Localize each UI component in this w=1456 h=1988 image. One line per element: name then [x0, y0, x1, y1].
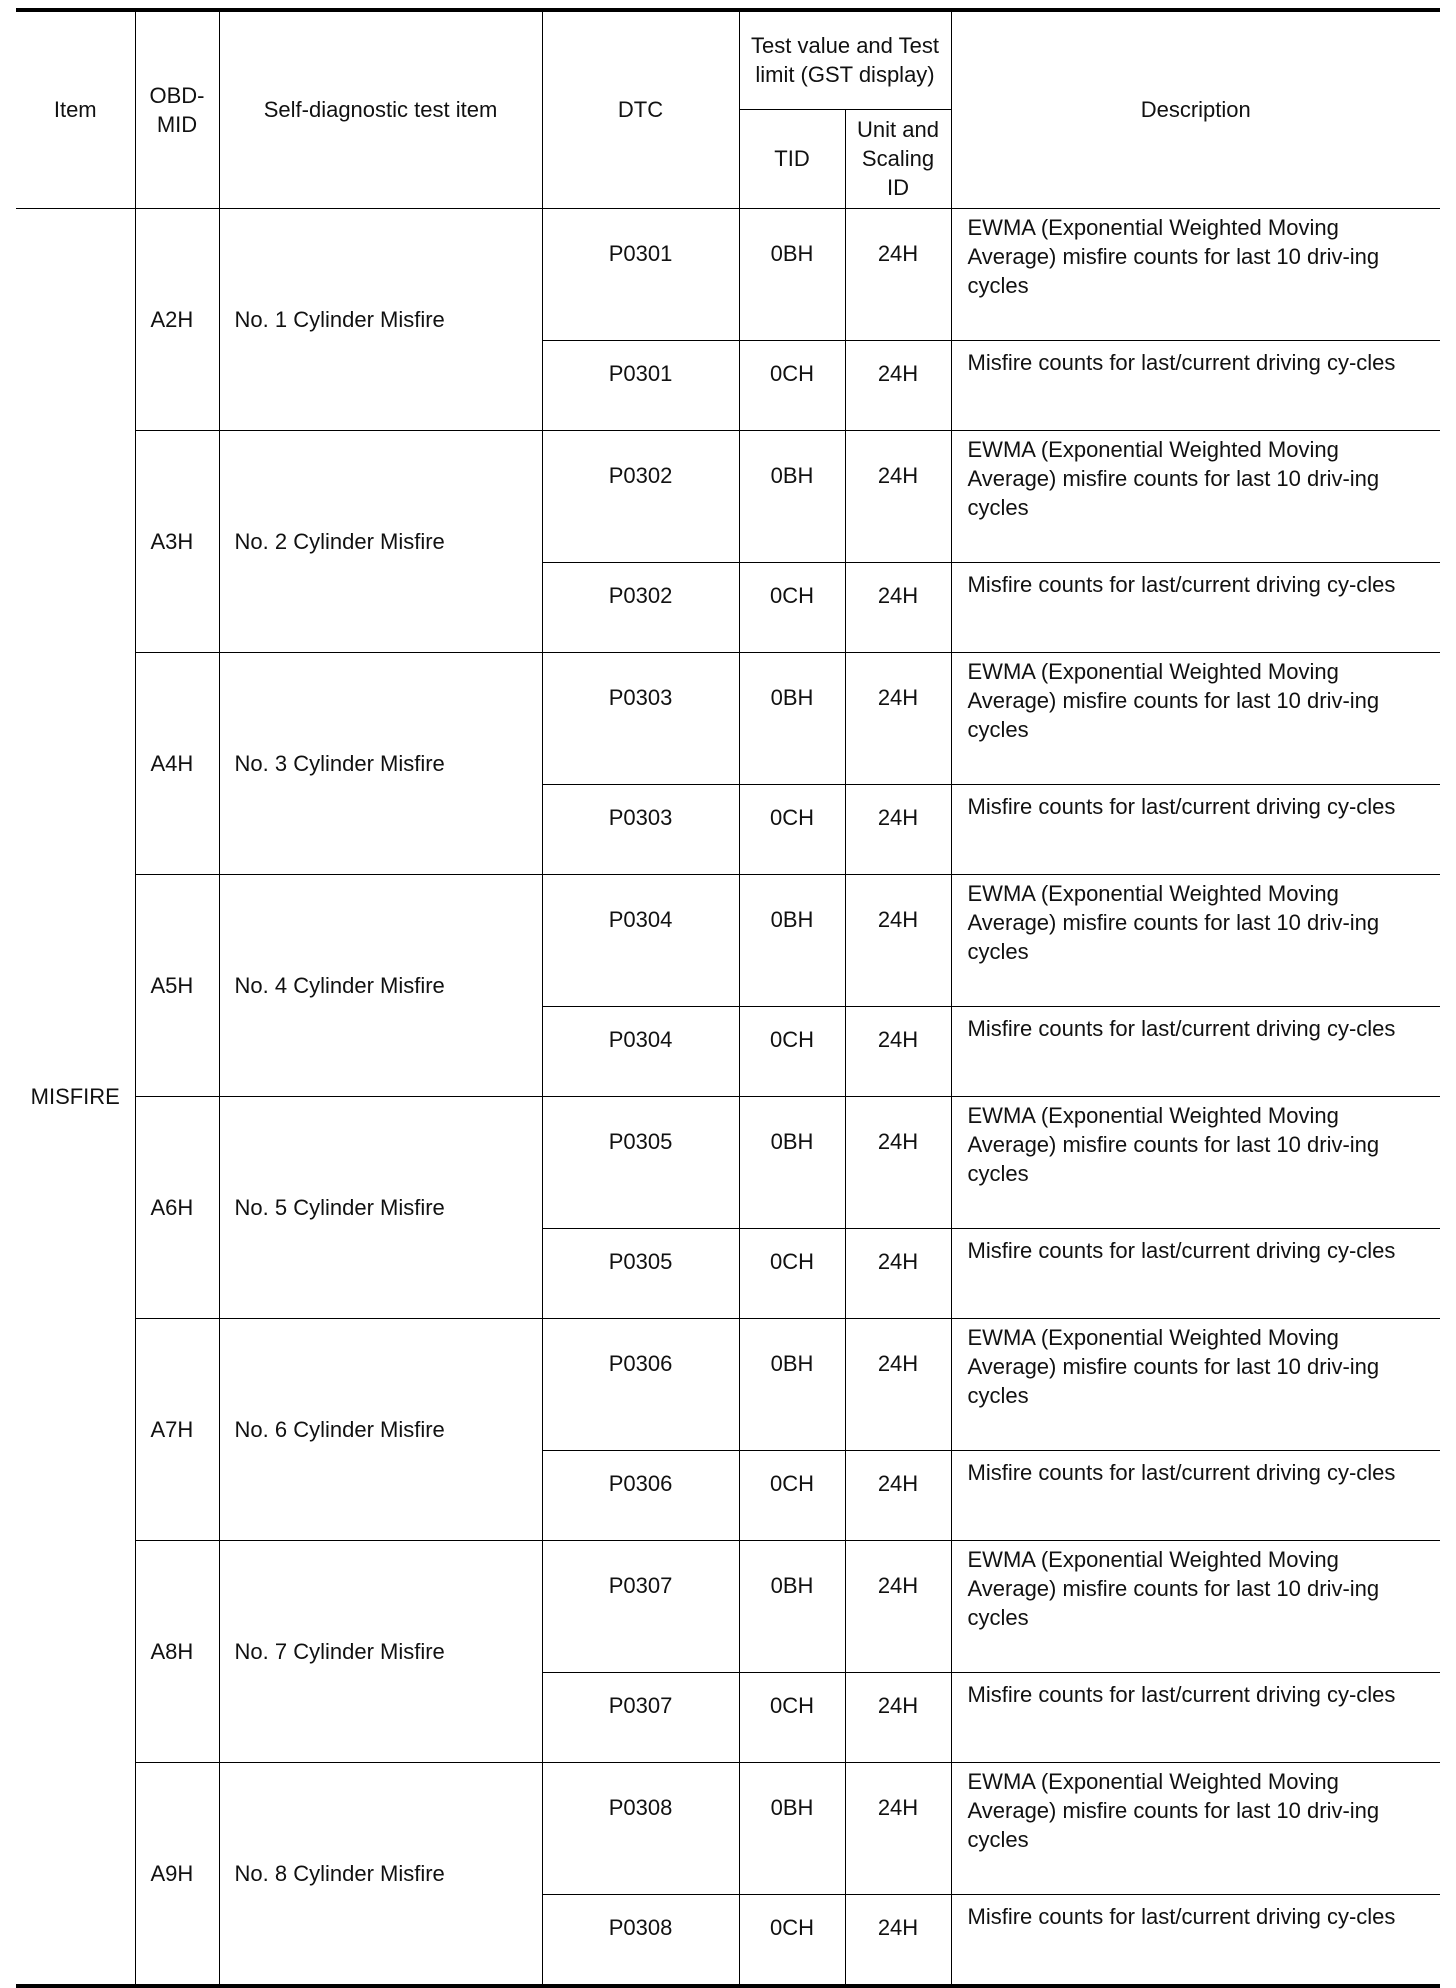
dtc-cell: P0305 [542, 1228, 739, 1318]
dtc-cell: P0304 [542, 874, 739, 1006]
dtc-cell: P0302 [542, 562, 739, 652]
tid-cell: 0BH [739, 208, 845, 340]
description-cell: Misfire counts for last/current driving cy-cles [951, 1006, 1440, 1096]
tid-cell: 0CH [739, 562, 845, 652]
unit-scaling-cell: 24H [845, 1540, 951, 1672]
dtc-cell: P0306 [542, 1450, 739, 1540]
unit-scaling-cell: 24H [845, 1894, 951, 1986]
header-tid: TID [739, 109, 845, 208]
obd-mid-cell: A3H [135, 430, 219, 652]
unit-scaling-cell: 24H [845, 784, 951, 874]
obd-mid-cell: A8H [135, 1540, 219, 1762]
tid-cell: 0CH [739, 1006, 845, 1096]
description-cell: EWMA (Exponential Weighted Moving Average) misfire counts for last 10 driv-ing cycles [951, 1540, 1440, 1672]
description-cell: Misfire counts for last/current driving cy-cles [951, 1672, 1440, 1762]
header-self-diagnostic-test-item: Self-diagnostic test item [219, 10, 542, 208]
unit-scaling-cell: 24H [845, 1450, 951, 1540]
obd-mid-cell: A9H [135, 1762, 219, 1986]
description-cell: EWMA (Exponential Weighted Moving Average) misfire counts for last 10 driv-ing cycles [951, 430, 1440, 562]
unit-scaling-cell: 24H [845, 208, 951, 340]
dtc-cell: P0306 [542, 1318, 739, 1450]
description-cell: Misfire counts for last/current driving cy-cles [951, 1450, 1440, 1540]
test-item-cell: No. 6 Cylinder Misfire [219, 1318, 542, 1540]
description-cell: Misfire counts for last/current driving cy-cles [951, 562, 1440, 652]
description-cell: EWMA (Exponential Weighted Moving Average) misfire counts for last 10 driv-ing cycles [951, 1096, 1440, 1228]
item-cell: MISFIRE [16, 208, 135, 1986]
header-item: Item [16, 10, 135, 208]
dtc-cell: P0304 [542, 1006, 739, 1096]
unit-scaling-cell: 24H [845, 430, 951, 562]
obd-mid-cell: A5H [135, 874, 219, 1096]
tid-cell: 0BH [739, 1318, 845, 1450]
tid-cell: 0BH [739, 1762, 845, 1894]
dtc-cell: P0301 [542, 208, 739, 340]
tid-cell: 0CH [739, 784, 845, 874]
table-row [16, 874, 1440, 1006]
table-row [16, 208, 1440, 340]
description-cell: Misfire counts for last/current driving cy-cles [951, 784, 1440, 874]
dtc-cell: P0308 [542, 1894, 739, 1986]
misfire-test-table [16, 8, 1440, 1988]
header-obd-mid: OBD-MID [135, 10, 219, 208]
description-cell: Misfire counts for last/current driving cy-cles [951, 1894, 1440, 1986]
description-cell: EWMA (Exponential Weighted Moving Average) misfire counts for last 10 driv-ing cycles [951, 652, 1440, 784]
description-cell: EWMA (Exponential Weighted Moving Average) misfire counts for last 10 driv-ing cycles [951, 1318, 1440, 1450]
unit-scaling-cell: 24H [845, 1006, 951, 1096]
unit-scaling-cell: 24H [845, 562, 951, 652]
obd-mid-cell: A7H [135, 1318, 219, 1540]
unit-scaling-cell: 24H [845, 1672, 951, 1762]
tid-cell: 0CH [739, 1672, 845, 1762]
tid-cell: 0CH [739, 1894, 845, 1986]
table-row [16, 1318, 1440, 1450]
header-unit-scaling-id: Unit and Scaling ID [845, 109, 951, 208]
dtc-cell: P0308 [542, 1762, 739, 1894]
obd-mid-cell: A4H [135, 652, 219, 874]
table-body [16, 208, 1440, 1986]
unit-scaling-cell: 24H [845, 652, 951, 784]
dtc-cell: P0303 [542, 784, 739, 874]
tid-cell: 0CH [739, 340, 845, 430]
dtc-cell: P0301 [542, 340, 739, 430]
header-description: Description [951, 10, 1440, 208]
test-item-cell: No. 7 Cylinder Misfire [219, 1540, 542, 1762]
tid-cell: 0CH [739, 1450, 845, 1540]
test-item-cell: No. 3 Cylinder Misfire [219, 652, 542, 874]
dtc-cell: P0302 [542, 430, 739, 562]
test-item-cell: No. 1 Cylinder Misfire [219, 208, 542, 430]
tid-cell: 0BH [739, 430, 845, 562]
test-item-cell: No. 5 Cylinder Misfire [219, 1096, 542, 1318]
description-cell: Misfire counts for last/current driving cy-cles [951, 340, 1440, 430]
table-row [16, 652, 1440, 784]
description-cell: Misfire counts for last/current driving cy-cles [951, 1228, 1440, 1318]
unit-scaling-cell: 24H [845, 874, 951, 1006]
tid-cell: 0BH [739, 652, 845, 784]
tid-cell: 0CH [739, 1228, 845, 1318]
dtc-cell: P0307 [542, 1540, 739, 1672]
description-cell: EWMA (Exponential Weighted Moving Average) misfire counts for last 10 driv-ing cycles [951, 208, 1440, 340]
header-dtc: DTC [542, 10, 739, 208]
tid-cell: 0BH [739, 1540, 845, 1672]
unit-scaling-cell: 24H [845, 1318, 951, 1450]
table-row [16, 1096, 1440, 1228]
description-cell: EWMA (Exponential Weighted Moving Average) misfire counts for last 10 driv-ing cycles [951, 874, 1440, 1006]
table-row [16, 430, 1440, 562]
unit-scaling-cell: 24H [845, 1762, 951, 1894]
table-row [16, 1762, 1440, 1894]
header-test-value-group: Test value and Test limit (GST display) [739, 10, 951, 109]
unit-scaling-cell: 24H [845, 340, 951, 430]
test-item-cell: No. 8 Cylinder Misfire [219, 1762, 542, 1986]
obd-mid-cell: A2H [135, 208, 219, 430]
dtc-cell: P0307 [542, 1672, 739, 1762]
unit-scaling-cell: 24H [845, 1096, 951, 1228]
dtc-cell: P0303 [542, 652, 739, 784]
table-row [16, 1540, 1440, 1672]
test-item-cell: No. 4 Cylinder Misfire [219, 874, 542, 1096]
obd-mid-cell: A6H [135, 1096, 219, 1318]
tid-cell: 0BH [739, 874, 845, 1006]
dtc-cell: P0305 [542, 1096, 739, 1228]
test-item-cell: No. 2 Cylinder Misfire [219, 430, 542, 652]
description-cell: EWMA (Exponential Weighted Moving Average) misfire counts for last 10 driv-ing cycles [951, 1762, 1440, 1894]
tid-cell: 0BH [739, 1096, 845, 1228]
unit-scaling-cell: 24H [845, 1228, 951, 1318]
